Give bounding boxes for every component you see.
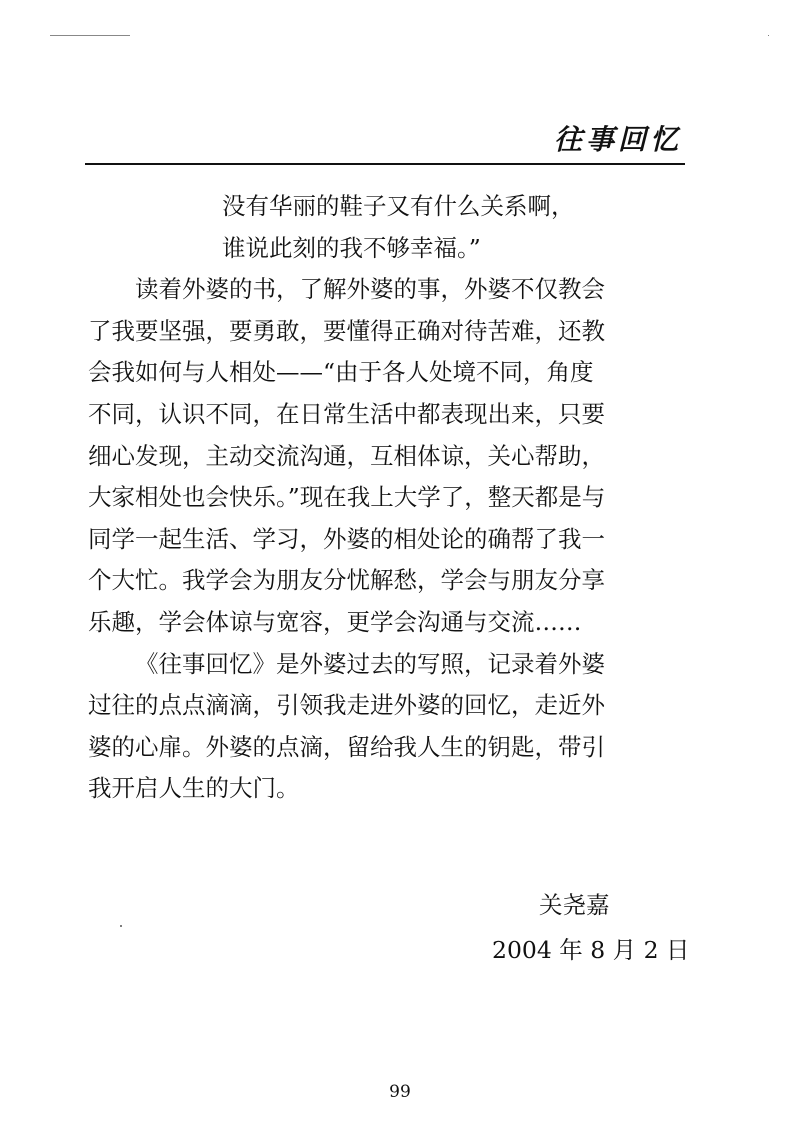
paragraph-line: 了我要坚强，要勇敢，要懂得正确对待苦难，还教 <box>88 316 605 345</box>
running-header-title: 往事回忆 <box>553 123 682 156</box>
paragraph-line: 同学一起生活、学习，外婆的相处论的确帮了我一 <box>88 524 605 553</box>
paragraph-line: 不同，认识不同，在日常生活中都表现出来，只要 <box>88 399 605 428</box>
paragraph-line: 个大忙。我学会为朋友分忧解愁，学会与朋友分享 <box>88 566 605 595</box>
paragraph-line: 大家相处也会快乐。”现在我上大学了，整天都是与 <box>88 483 606 512</box>
header-rule <box>85 163 685 165</box>
scan-speck <box>120 925 122 927</box>
paragraph-line: 婆的心扉。外婆的点滴，留给我人生的钥匙，带引 <box>88 732 605 761</box>
poem-line: 没有华丽的鞋子又有什么关系啊， <box>222 192 575 220</box>
paragraph-line: 乐趣，学会体谅与宽容，更学会沟通与交流…… <box>88 607 582 636</box>
author-signature: 关尧嘉 <box>539 891 610 919</box>
paragraph-line: 读着外婆的书，了解外婆的事，外婆不仅教会 <box>135 275 605 304</box>
scan-speck <box>768 35 769 36</box>
paragraph-line: 《往事回忆》是外婆过去的写照，记录着外婆 <box>135 649 605 678</box>
paragraph-line: 我开启人生的大门。 <box>88 774 300 803</box>
paragraph-line: 细心发现，主动交流沟通，互相体谅，关心帮助， <box>88 441 605 470</box>
signature-date: 2004 年 8 月 2 日 <box>492 936 690 964</box>
page-number: 99 <box>389 1082 411 1102</box>
body-text <box>88 186 688 810</box>
paragraph-line: 过往的点点滴滴，引领我走进外婆的回忆，走近外 <box>88 691 605 720</box>
paragraph-line: 会我如何与人相处——“由于各人处境不同，角度 <box>88 358 594 387</box>
poem-line: 谁说此刻的我不够幸福。” <box>222 233 481 262</box>
top-decorative-rule <box>50 35 130 36</box>
